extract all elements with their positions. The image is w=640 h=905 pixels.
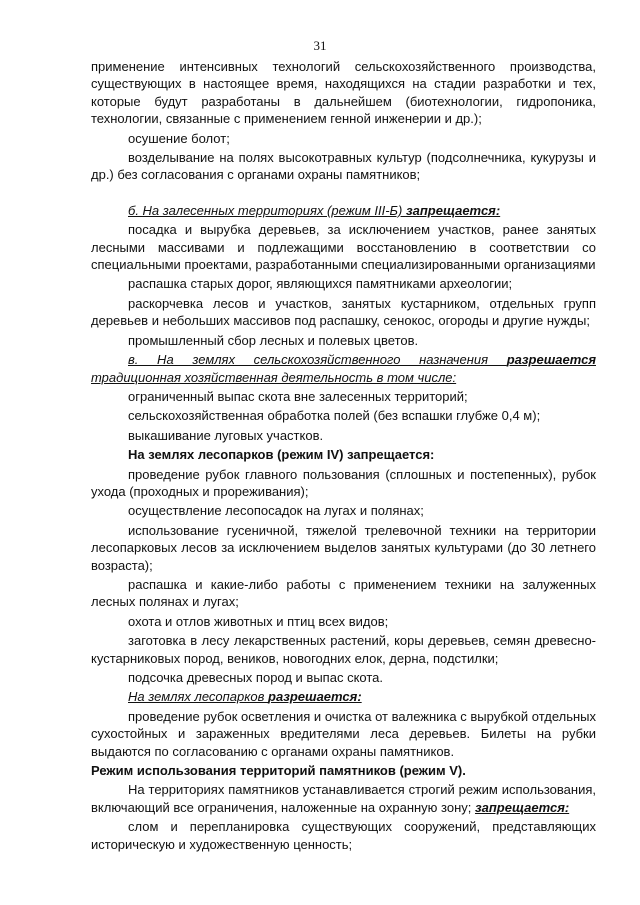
- paragraph-text: На территориях памятников устанавливается строгий режим использования, включающий все ограничения, наложенные на охранную зону;: [91, 782, 596, 815]
- heading-text: На землях лесопарков: [128, 689, 269, 705]
- heading-text: в. На землях сельскохозяйственного назначения: [128, 352, 507, 368]
- paragraph: [91, 781, 596, 816]
- section-heading-mode-5: Режим использования территорий памятников (режим V).: [91, 763, 466, 779]
- spacer: [91, 186, 596, 202]
- paragraph: использование гусеничной, тяжелой трелевочной техники на территории лесопарковых лесов за исключением выделов занятых культурами (до 30 летнего возраста);: [91, 522, 596, 573]
- paragraph: осушение болот;: [128, 130, 230, 146]
- paragraph: раскорчевка лесов и участков, занятых кустарником, отдельных групп деревьев и небольших массивов под распашку, сенокос, огороды и другие нужды;: [91, 295, 596, 329]
- paragraph: заготовка в лесу лекарственных растений, коры деревьев, семян древесно-кустарниковых пород, веников, новогодних елок, дерна, подстилки;: [91, 633, 596, 666]
- paragraph: осуществление лесопосадок на лугах и полянах;: [128, 503, 424, 519]
- paragraph: подсочка древесных пород и выпас скота.: [128, 670, 383, 685]
- paragraph: распашка и какие-либо работы с применением техники на залуженных лесных полянах и лугах;: [91, 576, 596, 610]
- paragraph: распашка старых дорог, являющихся памятниками археологии;: [128, 276, 513, 292]
- section-heading-v: [91, 351, 596, 386]
- paragraph: ограниченный выпас скота вне залесенных территорий;: [128, 388, 468, 404]
- paragraph: промышленный сбор лесных и полевых цветов.: [128, 332, 419, 348]
- paragraph: возделывание на полях высокотравных культур (подсолнечника, кукурузы и др.) без согласования с органами охраны памятников;: [91, 150, 596, 183]
- section-heading-b: [91, 202, 596, 219]
- heading-emphasis: разрешается: [506, 352, 596, 368]
- section-heading-forest-park-allowed: [91, 688, 596, 705]
- paragraph: слом и перепланировка существующих сооружений, представляющих историческую и художественную ценность;: [91, 819, 596, 852]
- heading-text: б. На залесенных территориях (режим III-Б): [128, 202, 406, 218]
- heading-text: традиционная хозяйственная деятельность в том числе:: [91, 369, 457, 385]
- page-number: 31: [313, 38, 327, 53]
- heading-emphasis: запрещается:: [405, 202, 501, 218]
- paragraph: сельскохозяйственная обработка полей (без вспашки глубже 0,4 м);: [128, 408, 541, 424]
- paragraph: проведение рубок осветления и очистка от валежника с вырубкой отдельных сухостойных и зараженных вредителями леса деревьев. Билеты на рубки выдаются по согласованию с органами охраны памятников.: [91, 708, 596, 759]
- paragraph: охота и отлов животных и птиц всех видов;: [128, 613, 389, 629]
- section-heading-forest-park: На землях лесопарков (режим IV) запрещается:: [128, 447, 435, 463]
- paragraph: проведение рубок главного пользования (сплошных и постепенных), рубок ухода (проходных и прореживания);: [91, 466, 596, 499]
- paragraph-emphasis: запрещается:: [474, 799, 570, 815]
- paragraph: посадка и вырубка деревьев, за исключением участков, ранее занятых лесными массивами и подлежащими восстановлению в соответствии со специальными проектами, разработанными специализированными организациями: [91, 222, 596, 273]
- paragraph: применение интенсивных технологий сельскохозяйственного производства, существующих в настоящее время, находящихся на стадии разработки и тех, которые будут разработаны в дальнейшем (биотехнологии, гидропоника, технологии, связанные с применением генной инженерии и др.);: [91, 59, 596, 127]
- paragraph: выкашивание луговых участков.: [128, 427, 324, 443]
- document-body: [91, 58, 596, 855]
- heading-emphasis: разрешается:: [268, 689, 362, 705]
